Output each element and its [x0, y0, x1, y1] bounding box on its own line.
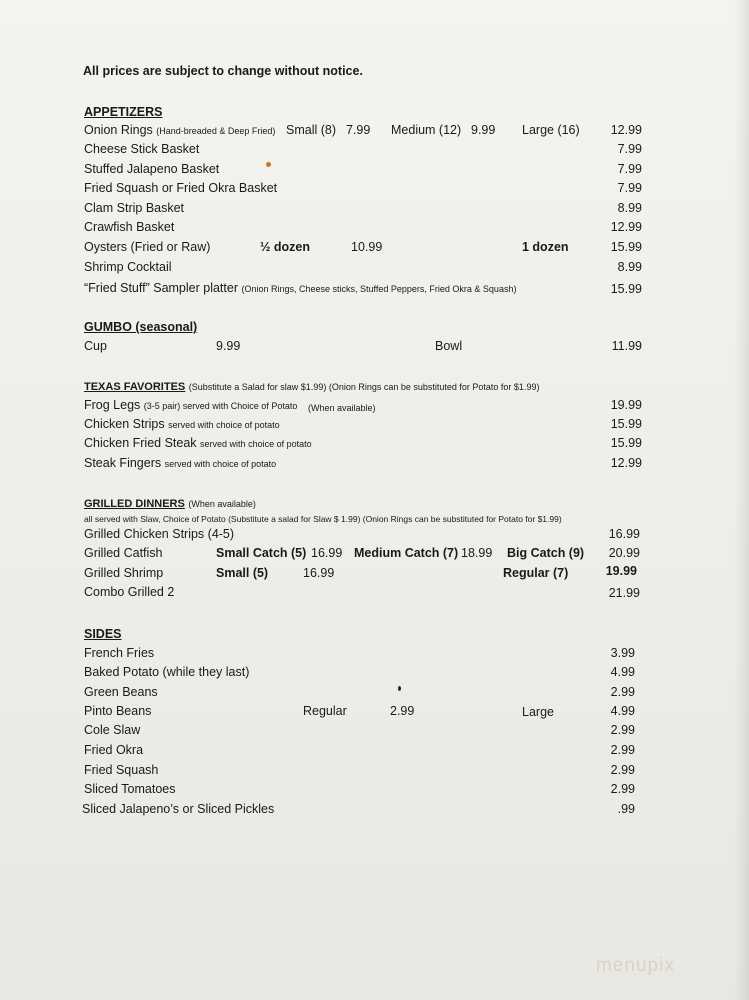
side-price: 2.99: [610, 763, 635, 777]
side-name: Sliced Jalapeno’s or Sliced Pickles: [82, 802, 275, 816]
texas-item-price: 12.99: [610, 456, 642, 470]
texas-item: [84, 435, 312, 452]
oysters-name: Oysters (Fried or Raw): [84, 240, 211, 254]
shrimp-small-price: 16.99: [303, 566, 335, 580]
texas-item-price: 19.99: [610, 398, 642, 412]
grilled-shrimp-name: Grilled Shrimp: [84, 566, 164, 580]
side-name: Cole Slaw: [84, 723, 141, 737]
texas-item-price: 15.99: [610, 436, 642, 450]
gumbo-bowl-label: Bowl: [435, 339, 463, 353]
texas-item-name: Frog Legs: [84, 398, 141, 412]
sampler-price: 15.99: [610, 282, 642, 296]
onion-rings-note: (Hand-breaded & Deep Fried): [156, 126, 276, 136]
side-name: Green Beans: [84, 685, 158, 699]
texas-item: [84, 455, 276, 472]
texas-item-note: (3-5 pair) served with Choice of Potato: [143, 401, 298, 411]
menu-item-name: Clam Strip Basket: [84, 201, 185, 215]
frog-legs-availability: (When available): [308, 403, 376, 413]
grilled-catfish-name: Grilled Catfish: [84, 546, 163, 560]
texas-heading-label: TEXAS FAVORITES: [84, 381, 186, 393]
menu-item-name: Stuffed Jalapeno Basket: [84, 162, 220, 176]
shrimp-cocktail-price: 8.99: [617, 260, 642, 274]
texas-item-name: Chicken Fried Steak: [84, 436, 197, 450]
side-price: 3.99: [610, 646, 635, 660]
catfish-small-label: Small Catch (5): [216, 546, 307, 560]
ink-mark: [398, 686, 401, 691]
watermark-logo: menupix: [596, 955, 675, 976]
onion-rings-medium-price: 9.99: [471, 123, 496, 137]
sampler-note: (Onion Rings, Cheese sticks, Stuffed Peppers, Fried Okra & Squash): [241, 284, 517, 294]
gumbo-cup-price: 9.99: [216, 339, 241, 353]
shrimp-regular-price: 19.99: [605, 564, 637, 578]
texas-item: [84, 397, 297, 414]
side-name: Pinto Beans: [84, 704, 152, 718]
side-name: Fried Squash: [84, 763, 159, 777]
texas-item-note: served with choice of potato: [200, 439, 312, 449]
texas-item-name: Chicken Strips: [84, 417, 165, 431]
side-name: French Fries: [84, 646, 155, 660]
side-price: 2.99: [610, 723, 635, 737]
side-price: 4.99: [610, 704, 635, 718]
oysters-half-price: 10.99: [351, 240, 383, 254]
side-name: Sliced Tomatoes: [84, 782, 176, 796]
sampler-label: “Fried Stuff” Sampler platter: [84, 281, 238, 295]
texas-item-name: Steak Fingers: [84, 456, 162, 470]
side-price: 4.99: [610, 665, 635, 679]
texas-item-note: served with choice of potato: [168, 420, 280, 430]
texas-note: (Substitute a Salad for slaw $1.99) (Onion Rings can be substituted for Potato for $1.99): [188, 382, 540, 392]
menu-item-name: Cheese Stick Basket: [84, 142, 200, 156]
texas-heading: [84, 378, 539, 395]
side-name: Fried Okra: [84, 743, 144, 757]
pinto-large-label: Large: [522, 705, 554, 719]
oysters-dozen-price: 15.99: [610, 240, 642, 254]
oysters-half-label: ½ dozen: [260, 240, 311, 254]
menu-item-name: Fried Squash or Fried Okra Basket: [84, 181, 278, 195]
onion-rings-medium-label: Medium (12): [391, 123, 462, 137]
shrimp-small-label: Small (5): [216, 566, 269, 580]
catfish-medium-label: Medium Catch (7): [354, 546, 459, 560]
menu-item-name: Crawfish Basket: [84, 220, 175, 234]
grilled-heading: [84, 495, 256, 512]
pinto-regular-price: 2.99: [390, 704, 415, 718]
side-name: Baked Potato (while they last): [84, 665, 250, 679]
pinto-regular-label: Regular: [303, 704, 347, 718]
oysters-dozen-label: 1 dozen: [522, 240, 569, 254]
menu-item-price: 7.99: [617, 142, 642, 156]
grilled-chicken-price: 16.99: [608, 527, 640, 541]
shrimp-cocktail-name: Shrimp Cocktail: [84, 260, 172, 274]
combo-grilled-name: Combo Grilled 2: [84, 585, 175, 599]
gumbo-heading: GUMBO (seasonal): [84, 320, 198, 334]
onion-rings-name: [84, 122, 275, 139]
price-notice: All prices are subject to change without notice.: [83, 64, 363, 78]
texas-item-note: served with choice of potato: [164, 459, 277, 469]
side-price: 2.99: [610, 782, 635, 796]
texas-item: [84, 416, 280, 433]
grilled-heading-note: (When available): [188, 499, 256, 509]
side-price: 2.99: [610, 743, 635, 757]
shrimp-regular-label: Regular (7): [503, 566, 569, 580]
grilled-note: all served with Slaw, Choice of Potato (Substitute a salad for Slaw $ 1.99) (Onion Rings can be substituted for Potato for $1.99): [84, 514, 562, 524]
menu-item-price: 7.99: [617, 181, 642, 195]
sides-heading: SIDES: [84, 627, 122, 641]
gumbo-bowl-price: 11.99: [611, 339, 642, 353]
onion-rings-small-label: Small (8): [286, 123, 337, 137]
onion-rings-large-label: Large (16): [522, 123, 580, 137]
stain-mark: [266, 162, 271, 167]
side-price: 2.99: [610, 685, 635, 699]
grilled-heading-label: GRILLED DINNERS: [84, 498, 185, 510]
menu-item-price: 8.99: [617, 201, 642, 215]
sampler-name: [84, 280, 516, 297]
texas-item-price: 15.99: [610, 417, 642, 431]
gumbo-cup-label: Cup: [84, 339, 107, 353]
menu-item-price: 7.99: [617, 162, 642, 176]
combo-grilled-price: 21.99: [608, 586, 640, 600]
grilled-chicken-name: Grilled Chicken Strips (4-5): [84, 527, 235, 541]
onion-rings-label: Onion Rings: [84, 123, 153, 137]
catfish-big-price: 20.99: [608, 546, 640, 560]
catfish-medium-price: 18.99: [461, 546, 493, 560]
onion-rings-small-price: 7.99: [346, 123, 371, 137]
onion-rings-large-price: 12.99: [610, 123, 642, 137]
catfish-small-price: 16.99: [311, 546, 343, 560]
menu-item-price: 12.99: [610, 220, 642, 234]
appetizers-heading: APPETIZERS: [84, 105, 163, 119]
catfish-big-label: Big Catch (9): [507, 546, 585, 560]
side-price: .99: [617, 802, 635, 816]
